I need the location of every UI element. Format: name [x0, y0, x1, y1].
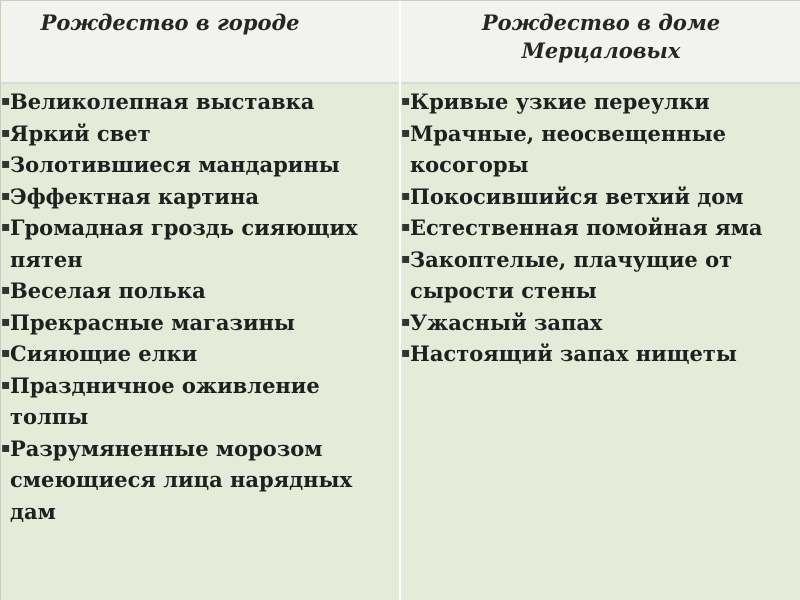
bullet-icon: ▪: [401, 187, 411, 204]
list-item: [401, 244, 793, 307]
list-item: [1, 181, 391, 213]
list-item-text: Веселая полька: [10, 278, 206, 303]
list-item: [1, 338, 391, 370]
list-item-text: Золотившиеся мандарины: [10, 152, 340, 177]
list-item-text: Эффектная картина: [10, 183, 259, 209]
list-item: [1, 149, 391, 181]
bullet-icon: ▪: [401, 124, 411, 141]
list-item: [401, 338, 793, 370]
list-item: [401, 86, 793, 118]
list-item: [1, 118, 391, 150]
list-item-text: Мрачные, неосвещенные косогоры: [410, 120, 727, 177]
list-item: [401, 118, 793, 181]
bullet-icon: ▪: [1, 93, 11, 109]
list-item-text: Громадная гроздь сияющих пятен: [10, 215, 358, 272]
header-city-christmas: Рождество в городе: [40, 10, 300, 35]
list-item-text: Великолепная выставка: [10, 89, 315, 114]
list-item: [1, 275, 391, 307]
bullet-icon: ▪: [401, 93, 411, 109]
mertsalov-list: [401, 86, 793, 370]
list-item: [1, 307, 391, 339]
bullet-icon: ▪: [1, 156, 11, 172]
bullet-icon: ▪: [1, 345, 11, 361]
bullet-icon: ▪: [1, 313, 11, 330]
bullet-icon: ▪: [1, 282, 11, 298]
list-item: [401, 181, 793, 213]
bullet-icon: ▪: [401, 345, 411, 361]
bullet-icon: ▪: [401, 250, 411, 267]
list-item-text: Покосившийся ветхий дом: [410, 183, 744, 209]
list-item-text: Кривые узкие переулки: [410, 89, 710, 114]
list-item: [1, 212, 391, 275]
bullet-icon: ▪: [401, 313, 411, 330]
list-item-text: Праздничное оживление толпы: [10, 372, 320, 429]
list-item: [401, 307, 793, 339]
bullet-icon: ▪: [1, 187, 11, 204]
list-item-text: Прекрасные магазины: [10, 309, 295, 335]
bullet-icon: ▪: [1, 219, 11, 235]
bullet-icon: ▪: [401, 219, 411, 235]
list-item-text: Яркий свет: [10, 120, 151, 146]
list-item-text: Закоптелые, плачущие от сырости стены: [410, 246, 733, 303]
list-item: [1, 433, 391, 528]
list-item-text: Ужасный запах: [410, 309, 603, 335]
list-item-text: Разрумяненные морозом смеющиеся лица нарядных дам: [10, 435, 353, 524]
list-item: [401, 212, 793, 244]
header-mertsalov-christmas: Рождество в доме Мерцаловых: [481, 10, 721, 63]
list-item: [1, 86, 391, 118]
bullet-icon: ▪: [1, 124, 11, 141]
bullet-icon: ▪: [1, 439, 11, 456]
city-list: [1, 86, 391, 527]
list-item-text: Сияющие елки: [10, 341, 198, 366]
list-item-text: Естественная помойная яма: [410, 215, 763, 240]
bullet-icon: ▪: [1, 376, 11, 393]
list-item: [1, 370, 391, 433]
list-item-text: Настоящий запах нищеты: [410, 341, 737, 366]
